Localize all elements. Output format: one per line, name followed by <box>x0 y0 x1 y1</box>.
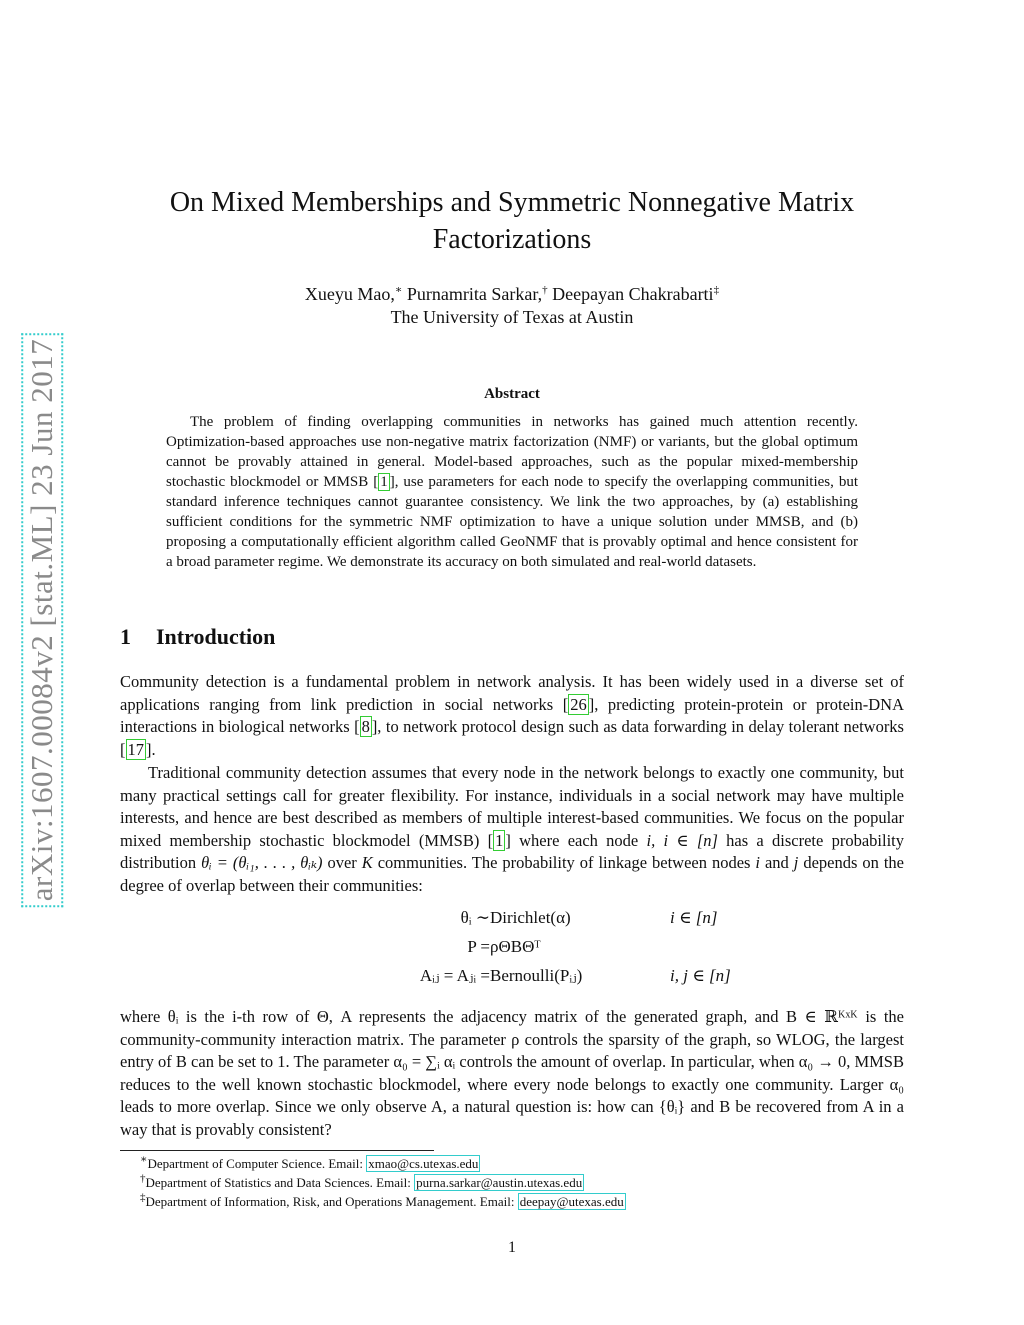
citation-link[interactable]: 26 <box>570 694 587 714</box>
equation-condition: i ∈ [n] <box>670 908 718 927</box>
paper-title: On Mixed Memberships and Symmetric Nonnegative Matrix Factorizations <box>169 187 855 255</box>
author-name: Deepayan Chakrabarti <box>552 284 714 304</box>
text-run: has a discrete probability distribution <box>120 830 904 873</box>
equation-condition: i, j ∈ [n] <box>670 966 731 985</box>
page-number: 1 <box>508 1239 516 1256</box>
text-run: Community detection is a fundamental problem in network analysis. It has been widely used in a diverse set of applications ranging from link prediction in social networks [ <box>120 672 904 714</box>
text-run: and <box>760 853 794 873</box>
footnote-mark: ∗ <box>140 1153 148 1166</box>
citation-link[interactable]: 17 <box>127 739 144 759</box>
abstract-text-part: The problem of finding overlapping communities in networks has gained much attention recently. Optimization-based approaches use non-negative matrix factorization (NMF) or variants, but the global optimum cannot be provably attained in general. Model-based approaches, such as the popular mixed-membership stochastic blockmodel or MMSB [ <box>166 414 858 490</box>
math-inline: θᵢ = (θᵢ₁, . . . , θᵢₖ) <box>201 853 323 873</box>
author-list <box>120 283 904 305</box>
author-footnote-mark[interactable]: ∗ <box>394 284 403 296</box>
citation-link[interactable]: 1 <box>495 830 504 850</box>
footnote <box>120 1192 904 1211</box>
equation-rhs: ρΘBΘᵀ <box>490 937 541 956</box>
footnote-text: Department of Information, Risk, and Operations Management. Email: <box>145 1194 518 1209</box>
author-name: Purnamrita Sarkar, <box>406 284 543 304</box>
footnote-mark: † <box>140 1172 146 1185</box>
footnote-mark: ‡ <box>140 1191 146 1204</box>
author-footnote-mark[interactable]: † <box>542 284 548 296</box>
abstract-text <box>166 412 858 572</box>
author-name: Xueyu Mao, <box>304 284 395 304</box>
equation-row <box>120 937 904 961</box>
section-heading <box>120 624 275 650</box>
math-inline: j <box>793 853 799 873</box>
intro-paragraph-3: where θᵢ is the i-th row of Θ, A represents the adjacency matrix of the generated graph, and B ∈ ℝᴷˣᴷ is the community-community interaction matrix. The parameter ρ controls the sparsity of the graph, so WLOG, the largest entry of B can be set to 1. The parameter α₀ = ∑ᵢ αᵢ controls the amount of overlap. In particular, when α₀ → 0, MMSB reduces to the well known stochastic blockmodel, where every node belongs to exactly one community. Larger α₀ leads to more overlap. Since we only observe A, a natural question is: how can {θᵢ} and B be recovered from A in a way that is provably consistent? <box>120 1007 904 1139</box>
email-link[interactable]: xmao@cs.utexas.edu <box>368 1156 479 1171</box>
footnote-text: Department of Computer Science. Email: <box>147 1156 367 1171</box>
equation-rhs: Dirichlet(α) <box>490 908 571 927</box>
equation-lhs: θᵢ ∼ <box>460 908 490 927</box>
arxiv-sidebar-stamp <box>22 310 62 930</box>
equation-rhs: Bernoulli(Pᵢⱼ) <box>490 966 583 985</box>
footnotes <box>120 1154 904 1211</box>
abstract-text-part: ], use parameters for each node to specify the overlapping communities, but standard inference techniques cannot guarantee consistency. We link the two approaches, by (a) establishing sufficient conditions for the symmetric NMF optimization to have a unique solution under MMSB, and (b) proposing a computationally efficient algorithm called GeoNMF that is provably optimal and hence consistent for a broad parameter regime. We demonstrate its accuracy on both simulated and real-world datasets. <box>166 474 858 570</box>
math-inline: i, i ∈ [n] <box>646 830 718 850</box>
text-run: ] where each node <box>505 830 647 850</box>
intro-paragraph-1 <box>120 671 904 761</box>
text-run: depends on the degree of overlap between their communities: <box>120 853 904 895</box>
math-inline: K <box>361 853 373 873</box>
footnote <box>120 1154 904 1173</box>
abstract-heading: Abstract <box>484 386 540 402</box>
section-number: 1 <box>120 624 131 649</box>
equation-lhs: P = <box>467 937 490 956</box>
math-inline: i <box>755 853 760 873</box>
equation-row <box>120 966 904 990</box>
equation-lhs: Aᵢⱼ = Aⱼᵢ = <box>419 966 490 985</box>
footnote-divider <box>120 1150 434 1151</box>
section-title: Introduction <box>156 624 276 649</box>
footnote-text: Department of Statistics and Data Sciences. Email: <box>145 1175 415 1190</box>
footnote <box>120 1173 904 1192</box>
author-footnote-mark[interactable]: ‡ <box>713 284 720 296</box>
text-run: over <box>322 853 362 873</box>
equation-row <box>120 908 904 932</box>
email-link[interactable]: purna.sarkar@austin.utexas.edu <box>416 1175 583 1190</box>
citation-link[interactable]: 8 <box>361 717 370 737</box>
text-run: Traditional community detection assumes that every node in the network belongs to exactly one community, but many practical settings call for greater flexibility. For instance, individuals in a social network may have multiple interests, and hence are best described as members of multiple interest-based communities. We focus on the popular mixed membership stochastic blockmodel (MMSB) [ <box>120 763 904 850</box>
text-run: ], to network protocol design such as data forwarding in delay tolerant networks [ <box>120 717 904 759</box>
text-run: ]. <box>146 739 156 759</box>
affiliation: The University of Texas at Austin <box>390 307 634 327</box>
text-run: communities. The probability of linkage between nodes <box>372 853 756 873</box>
intro-paragraph-2 <box>120 762 904 898</box>
text-run: ], predicting protein-protein or protein-DNA interactions in biological networks [ <box>120 694 904 737</box>
citation-link[interactable]: 1 <box>380 474 388 490</box>
email-link[interactable]: deepay@utexas.edu <box>519 1194 624 1209</box>
arxiv-identifier[interactable]: arXiv:1607.00084v2 [stat.ML] 23 Jun 2017 <box>21 333 63 907</box>
